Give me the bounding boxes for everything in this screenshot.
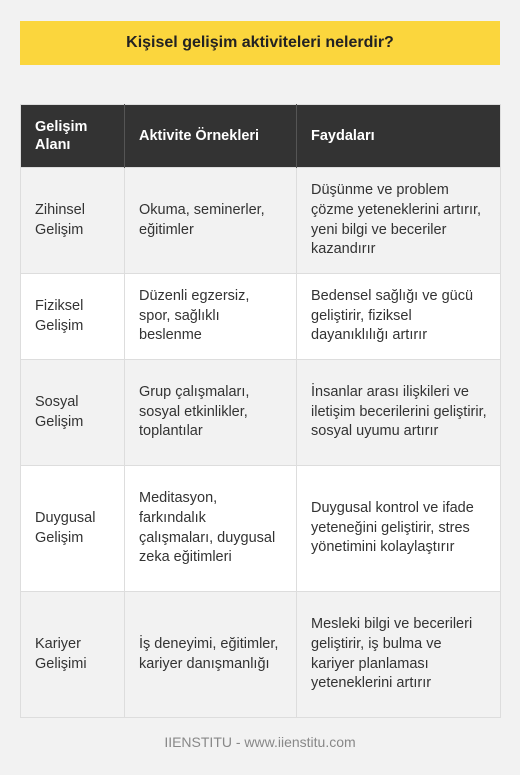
footer-credit: IIENSTITU - www.iienstitu.com [164, 734, 356, 750]
cell-benefits: Bedensel sağlığı ve gücü geliştirir, fiziksel dayanıklılığı artırır [297, 274, 501, 360]
table-header-row [21, 105, 501, 168]
header-development-area: Gelişim Alanı [21, 105, 125, 168]
cell-area: Zihinsel Gelişim [21, 168, 125, 274]
header-benefits: Faydaları [297, 105, 501, 168]
cell-area: Fiziksel Gelişim [21, 274, 125, 360]
table-row [21, 466, 501, 592]
cell-activities: Grup çalışmaları, sosyal etkinlikler, toplantılar [125, 360, 297, 466]
cell-activities: Okuma, seminerler, eğitimler [125, 168, 297, 274]
cell-benefits: Mesleki bilgi ve becerileri geliştirir, iş bulma ve kariyer planlaması yeteneklerini artırır [297, 592, 501, 718]
cell-activities: Düzenli egzersiz, spor, sağlıklı beslenme [125, 274, 297, 360]
cell-activities: Meditasyon, farkındalık çalışmaları, duygusal zeka eğitimleri [125, 466, 297, 592]
table-row [21, 360, 501, 466]
table-row [21, 168, 501, 274]
table-row [21, 592, 501, 718]
cell-area: Duygusal Gelişim [21, 466, 125, 592]
table-row [21, 274, 501, 360]
page-title: Kişisel gelişim aktiviteleri nelerdir? [20, 21, 500, 65]
cell-benefits: Duygusal kontrol ve ifade yeteneğini geliştirir, stres yönetimini kolaylaştırır [297, 466, 501, 592]
activities-table-container [20, 104, 500, 718]
cell-activities: İş deneyimi, eğitimler, kariyer danışmanlığı [125, 592, 297, 718]
activities-table [20, 104, 501, 718]
cell-benefits: İnsanlar arası ilişkileri ve iletişim becerilerini geliştirir, sosyal uyumu artırır [297, 360, 501, 466]
cell-area: Sosyal Gelişim [21, 360, 125, 466]
cell-area: Kariyer Gelişimi [21, 592, 125, 718]
header-activity-examples: Aktivite Örnekleri [125, 105, 297, 168]
cell-benefits: Düşünme ve problem çözme yeteneklerini artırır, yeni bilgi ve beceriler kazandırır [297, 168, 501, 274]
